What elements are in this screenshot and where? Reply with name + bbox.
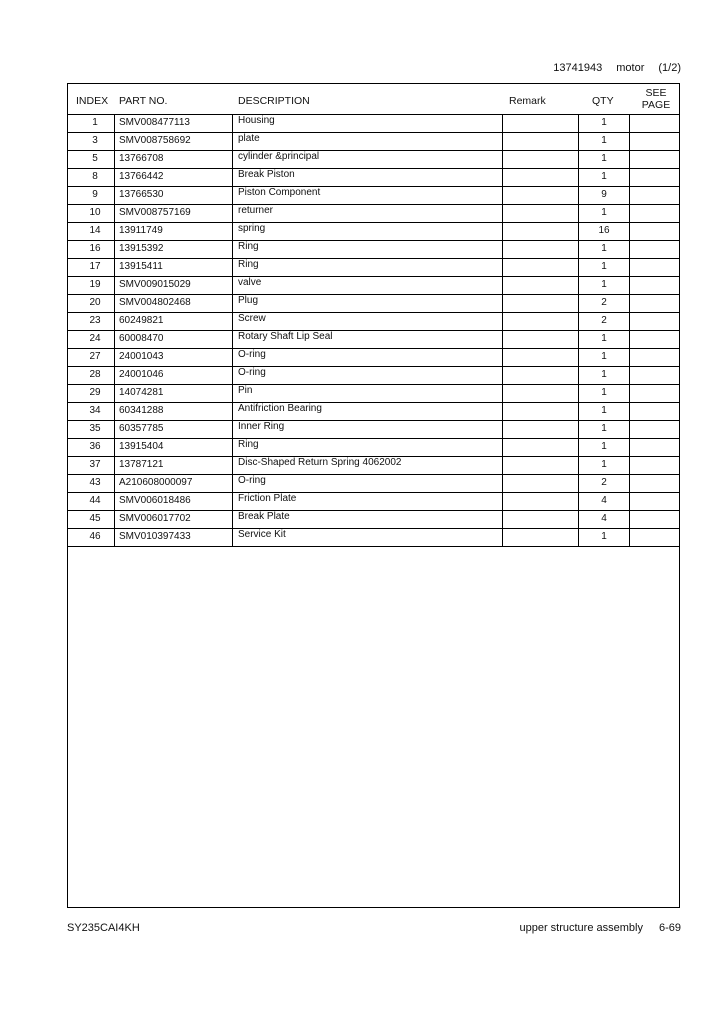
cell-index: 46 [89, 531, 101, 542]
row-divider [629, 259, 630, 276]
table-row [68, 169, 679, 187]
row-divider [232, 493, 233, 510]
row-divider [502, 385, 503, 402]
row-divider [232, 403, 233, 420]
row-divider [629, 223, 630, 240]
cell-part-no: 13766442 [119, 171, 164, 182]
cell-description: O-ring [238, 367, 266, 378]
row-divider [232, 187, 233, 204]
row-divider [578, 385, 579, 402]
cell-part-no: 13915392 [119, 243, 164, 254]
row-divider [502, 493, 503, 510]
table-row [68, 529, 679, 547]
cell-description: Ring [238, 241, 259, 252]
cell-qty: 9 [601, 189, 607, 200]
row-divider [114, 187, 115, 204]
cell-description: Ring [238, 439, 259, 450]
row-divider [502, 277, 503, 294]
cell-part-no: SMV010397433 [119, 531, 191, 542]
table-row [68, 493, 679, 511]
cell-qty: 1 [601, 243, 607, 254]
row-divider [629, 295, 630, 312]
row-divider [114, 475, 115, 492]
row-divider [629, 529, 630, 546]
cell-description: cylinder &principal [238, 151, 320, 162]
row-divider [578, 349, 579, 366]
row-divider [578, 259, 579, 276]
row-divider [232, 295, 233, 312]
row-divider [629, 133, 630, 150]
row-divider [232, 115, 233, 132]
cell-qty: 4 [601, 495, 607, 506]
cell-index: 27 [89, 351, 101, 362]
row-divider [232, 205, 233, 222]
row-divider [502, 133, 503, 150]
footer-right [519, 922, 681, 934]
row-divider [502, 367, 503, 384]
row-divider [502, 313, 503, 330]
row-divider [232, 475, 233, 492]
row-divider [578, 151, 579, 168]
cell-qty: 2 [601, 477, 607, 488]
cell-index: 8 [92, 171, 98, 182]
row-divider [114, 511, 115, 528]
cell-description: Service Kit [238, 529, 286, 540]
row-divider [629, 493, 630, 510]
row-divider [502, 295, 503, 312]
cell-qty: 2 [601, 297, 607, 308]
row-divider [114, 403, 115, 420]
cell-part-no: 13911749 [119, 225, 163, 236]
table-row [68, 475, 679, 493]
row-divider [629, 457, 630, 474]
cell-description: Housing [238, 115, 275, 126]
cell-part-no: 60341288 [119, 405, 164, 416]
cell-qty: 1 [601, 117, 607, 128]
cell-part-no: 13915404 [119, 441, 164, 452]
row-divider [629, 475, 630, 492]
table-row [68, 133, 679, 151]
cell-description: Piston Component [238, 187, 321, 198]
cell-qty: 1 [601, 207, 607, 218]
row-divider [114, 439, 115, 456]
col-see-page-line1: SEE [645, 87, 667, 99]
row-divider [629, 421, 630, 438]
cell-description: Antifriction Bearing [238, 403, 322, 414]
row-divider [578, 115, 579, 132]
row-divider [502, 169, 503, 186]
row-divider [502, 439, 503, 456]
cell-qty: 1 [601, 135, 607, 146]
row-divider [232, 241, 233, 258]
cell-description: Break Piston [238, 169, 295, 180]
table-row [68, 385, 679, 403]
row-divider [502, 475, 503, 492]
row-divider [114, 529, 115, 546]
row-divider [502, 457, 503, 474]
row-divider [232, 511, 233, 528]
cell-index: 16 [89, 243, 101, 254]
row-divider [114, 313, 115, 330]
table-row [68, 439, 679, 457]
cell-index: 3 [92, 135, 98, 146]
col-see-page-header [638, 87, 674, 111]
row-divider [114, 115, 115, 132]
row-divider [578, 205, 579, 222]
row-divider [629, 205, 630, 222]
table-row [68, 187, 679, 205]
row-divider [578, 403, 579, 420]
cell-index: 19 [89, 279, 101, 290]
col-see-page-line2: PAGE [641, 99, 671, 111]
cell-index: 36 [89, 441, 101, 452]
row-divider [502, 151, 503, 168]
col-part-no-header: PART NO. [119, 95, 168, 107]
cell-part-no: SMV009015029 [119, 279, 191, 290]
table-row [68, 205, 679, 223]
cell-part-no: SMV006017702 [119, 513, 191, 524]
cell-qty: 1 [601, 351, 607, 362]
row-divider [502, 259, 503, 276]
row-divider [578, 529, 579, 546]
row-divider [578, 511, 579, 528]
row-divider [232, 457, 233, 474]
cell-description: Ring [238, 259, 259, 270]
row-divider [502, 331, 503, 348]
table-body [68, 115, 679, 547]
cell-index: 35 [89, 423, 101, 434]
table-row [68, 295, 679, 313]
row-divider [629, 439, 630, 456]
cell-part-no: SMV006018486 [119, 495, 191, 506]
row-divider [629, 313, 630, 330]
cell-qty: 1 [601, 423, 607, 434]
cell-qty: 1 [601, 531, 607, 542]
table-row [68, 511, 679, 529]
table-row [68, 331, 679, 349]
table-row [68, 349, 679, 367]
row-divider [629, 169, 630, 186]
row-divider [578, 187, 579, 204]
row-divider [502, 223, 503, 240]
row-divider [629, 241, 630, 258]
row-divider [578, 331, 579, 348]
parts-table [67, 83, 680, 908]
cell-index: 17 [89, 261, 101, 272]
row-divider [114, 367, 115, 384]
header-page: (1/2) [658, 62, 681, 74]
row-divider [629, 187, 630, 204]
row-divider [629, 277, 630, 294]
row-divider [114, 205, 115, 222]
cell-index: 24 [89, 333, 101, 344]
row-divider [232, 529, 233, 546]
col-index-header: INDEX [76, 95, 109, 107]
cell-index: 37 [89, 459, 101, 470]
col-description-header: DESCRIPTION [238, 95, 310, 107]
cell-qty: 1 [601, 261, 607, 272]
cell-qty: 1 [601, 369, 607, 380]
row-divider [629, 511, 630, 528]
row-divider [578, 475, 579, 492]
row-divider [232, 169, 233, 186]
cell-index: 14 [89, 225, 101, 236]
row-divider [114, 241, 115, 258]
row-divider [629, 331, 630, 348]
cell-part-no: 13915411 [119, 261, 163, 272]
row-divider [629, 367, 630, 384]
row-divider [232, 385, 233, 402]
row-divider [114, 223, 115, 240]
header-part-number: 13741943 [553, 62, 603, 74]
row-divider [232, 259, 233, 276]
row-divider [232, 133, 233, 150]
row-divider [502, 529, 503, 546]
row-divider [502, 187, 503, 204]
table-row [68, 241, 679, 259]
footer-model: SY235CAI4KH [67, 922, 140, 934]
table-row [68, 421, 679, 439]
cell-qty: 2 [601, 315, 607, 326]
row-divider [114, 331, 115, 348]
cell-qty: 1 [601, 171, 607, 182]
row-divider [502, 511, 503, 528]
row-divider [629, 403, 630, 420]
cell-description: returner [238, 205, 274, 216]
header-title: motor [616, 62, 645, 74]
row-divider [629, 115, 630, 132]
cell-qty: 1 [601, 459, 607, 470]
table-row [68, 115, 679, 133]
row-divider [578, 223, 579, 240]
table-row [68, 457, 679, 475]
table-row [68, 367, 679, 385]
col-qty-header: QTY [592, 95, 614, 107]
cell-part-no: 14074281 [119, 387, 164, 398]
row-divider [502, 403, 503, 420]
cell-qty: 16 [598, 225, 610, 236]
page-header [553, 62, 681, 74]
row-divider [232, 313, 233, 330]
cell-description: Disc-Shaped Return Spring 4062002 [238, 457, 402, 468]
table-row [68, 277, 679, 295]
row-divider [502, 115, 503, 132]
row-divider [629, 151, 630, 168]
cell-description: Break Plate [238, 511, 290, 522]
row-divider [114, 421, 115, 438]
cell-qty: 1 [601, 387, 607, 398]
row-divider [502, 241, 503, 258]
table-row [68, 313, 679, 331]
row-divider [578, 241, 579, 258]
cell-qty: 4 [601, 513, 607, 524]
cell-description: spring [238, 223, 266, 234]
cell-part-no: SMV004802468 [119, 297, 191, 308]
row-divider [114, 493, 115, 510]
row-divider [232, 349, 233, 366]
row-divider [114, 151, 115, 168]
cell-part-no: 60008470 [119, 333, 164, 344]
cell-part-no: SMV008757169 [119, 207, 191, 218]
cell-index: 5 [92, 153, 98, 164]
cell-part-no: SMV008477113 [119, 117, 190, 128]
row-divider [232, 421, 233, 438]
row-divider [578, 169, 579, 186]
row-divider [578, 295, 579, 312]
row-divider [114, 349, 115, 366]
cell-part-no: 13787121 [119, 459, 164, 470]
cell-index: 29 [89, 387, 101, 398]
cell-description: Screw [238, 313, 266, 324]
cell-description: Inner Ring [238, 421, 285, 432]
cell-part-no: 60249821 [119, 315, 164, 326]
cell-description: O-ring [238, 349, 266, 360]
row-divider [114, 295, 115, 312]
footer-section: upper structure assembly [519, 922, 643, 934]
cell-qty: 1 [601, 441, 607, 452]
cell-description: valve [238, 277, 262, 288]
table-row [68, 403, 679, 421]
cell-index: 34 [89, 405, 101, 416]
footer-page-number: 6-69 [658, 922, 681, 934]
row-divider [578, 457, 579, 474]
row-divider [232, 151, 233, 168]
cell-part-no: A210608000097 [119, 477, 193, 488]
cell-index: 1 [92, 117, 98, 128]
cell-part-no: 13766530 [119, 189, 164, 200]
row-divider [502, 421, 503, 438]
cell-index: 45 [89, 513, 101, 524]
cell-index: 43 [89, 477, 101, 488]
row-divider [578, 439, 579, 456]
row-divider [232, 331, 233, 348]
cell-index: 20 [89, 297, 101, 308]
row-divider [114, 259, 115, 276]
cell-qty: 1 [601, 405, 607, 416]
cell-description: Plug [238, 295, 259, 306]
cell-qty: 1 [601, 279, 607, 290]
row-divider [114, 277, 115, 294]
cell-qty: 1 [601, 333, 607, 344]
cell-part-no: 13766708 [119, 153, 164, 164]
row-divider [232, 367, 233, 384]
row-divider [629, 349, 630, 366]
cell-part-no: 24001046 [119, 369, 164, 380]
row-divider [502, 205, 503, 222]
row-divider [114, 385, 115, 402]
cell-index: 10 [89, 207, 101, 218]
row-divider [578, 493, 579, 510]
row-divider [578, 313, 579, 330]
row-divider [578, 367, 579, 384]
cell-index: 28 [89, 369, 101, 380]
cell-index: 23 [89, 315, 101, 326]
table-row [68, 151, 679, 169]
cell-part-no: 60357785 [119, 423, 164, 434]
row-divider [232, 277, 233, 294]
row-divider [578, 277, 579, 294]
col-remark-header: Remark [509, 95, 546, 107]
row-divider [578, 421, 579, 438]
cell-description: plate [238, 133, 260, 144]
row-divider [629, 385, 630, 402]
cell-description: Rotary Shaft Lip Seal [238, 331, 333, 342]
cell-qty: 1 [601, 153, 607, 164]
cell-description: Pin [238, 385, 253, 396]
table-row [68, 223, 679, 241]
cell-index: 44 [89, 495, 101, 506]
row-divider [114, 133, 115, 150]
cell-part-no: 24001043 [119, 351, 164, 362]
cell-description: O-ring [238, 475, 266, 486]
row-divider [502, 349, 503, 366]
cell-description: Friction Plate [238, 493, 297, 504]
row-divider [114, 169, 115, 186]
table-row [68, 259, 679, 277]
cell-part-no: SMV008758692 [119, 135, 191, 146]
row-divider [232, 223, 233, 240]
row-divider [578, 133, 579, 150]
row-divider [114, 457, 115, 474]
cell-index: 9 [92, 189, 98, 200]
row-divider [232, 439, 233, 456]
